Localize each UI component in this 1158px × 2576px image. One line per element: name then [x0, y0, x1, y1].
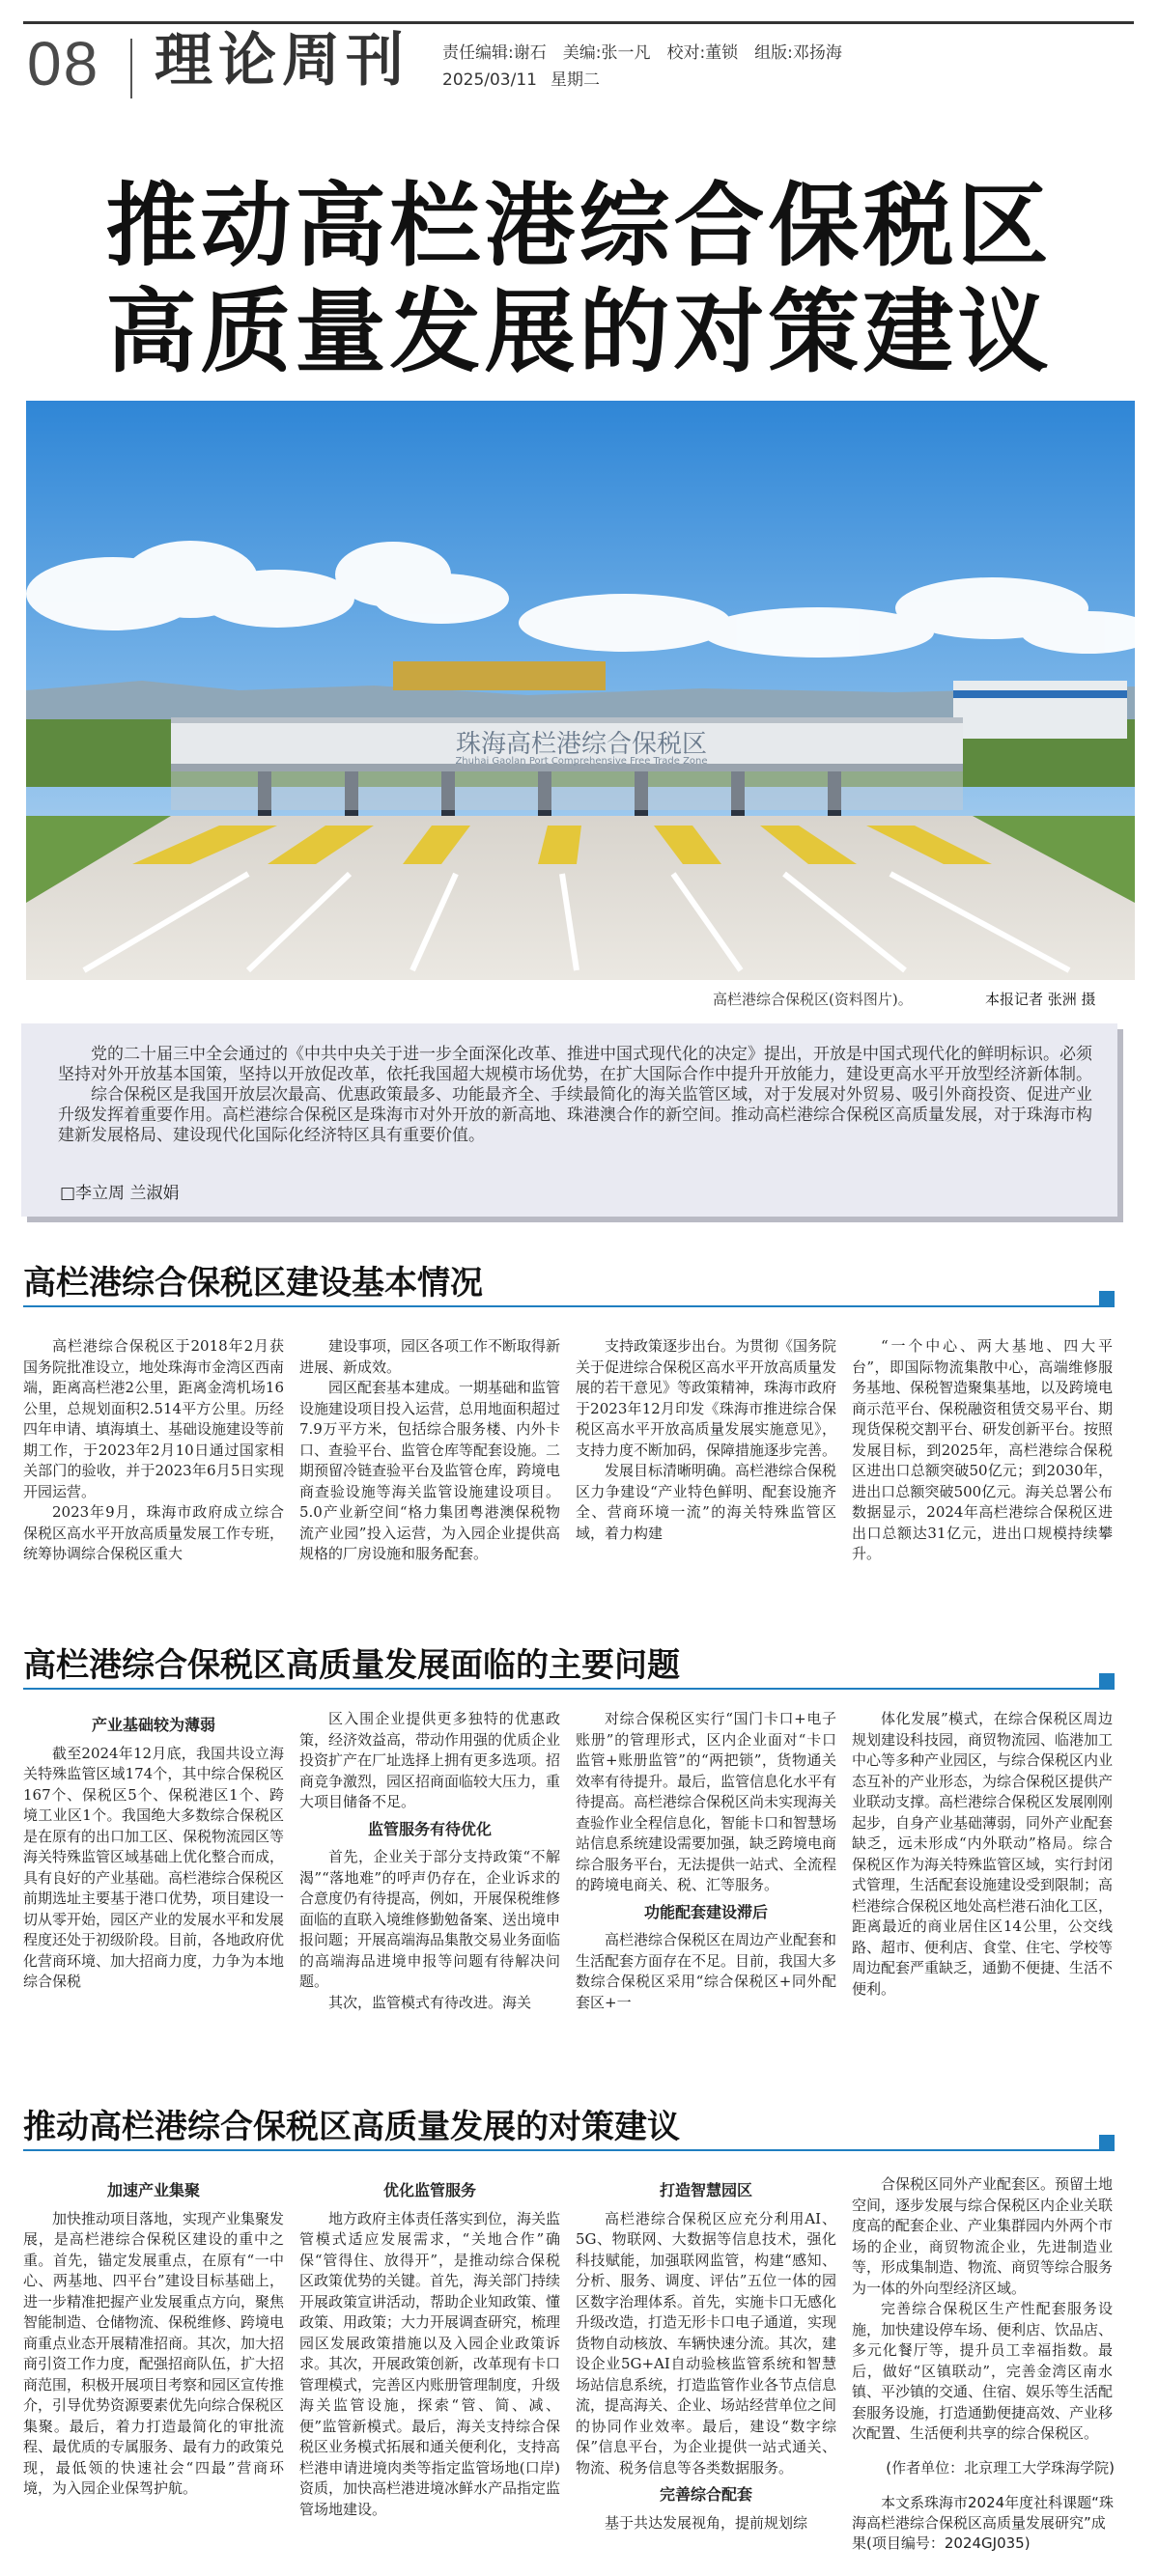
- paragraph: 发展目标清晰明确。高栏港综合保税区力争建设“产业特色鲜明、配套设施齐全、营商环境一流”的海关特殊监管区域，着力构建: [576, 1462, 836, 1542]
- paragraph: 其次，监管模式有待改进。海关: [328, 1993, 532, 2011]
- section-marker: [1099, 2135, 1115, 2150]
- subheading: 打造智慧园区: [659, 2181, 752, 2199]
- paragraph: 区入围企业提供更多独特的优惠政策，经济效益高，带动作用强的优质企业投资扩产在厂址选择上拥有更多选项。招商竞争激烈，园区招商面临较大压力，重大项目储备不足。: [299, 1710, 560, 1810]
- subheading: 加速产业集聚: [106, 2181, 200, 2199]
- section3-column-2: [299, 2174, 560, 2565]
- section3-column-1: [23, 2174, 284, 2565]
- paragraph: 2023年9月，珠海市政府成立综合保税区高水平开放高质量发展工作专班，统筹协调综合保税区重大: [23, 1503, 284, 1562]
- photo-illustration: [26, 401, 1135, 980]
- paragraph: 截至2024年12月底，我国共设立海关特殊监管区域174个，其中综合保税区167个、保税区5个、保税港区1个、跨境工业区1个。我国绝大多数综合保税区是在原有的出口加工区、保税物流园区等海关特殊监管区域基础上优化整合而成，具有良好的产业基础。高栏港综合保税区前期选址主要基于港口优势，项目建设一切从零开始，园区产业的发展水平和发展程度还处于初级阶段。目前，各地政府优化营商环境、加大招商力度，力争为本地综合保税: [23, 1744, 284, 1990]
- page-number: 08: [27, 29, 100, 98]
- gate-sign-en: Zhuhai Gaolan Port Comprehensive Free Trade Zone: [455, 756, 708, 767]
- authors: □李立周 兰淑娟: [60, 1184, 180, 1203]
- editor-credits: 责任编辑:谢石 美编:张一凡 校对:董锁 组版:邓扬海: [442, 43, 842, 63]
- paragraph: 高栏港综合保税区应充分利用AI、5G、物联网、大数据等信息技术，强化科技赋能，加强联网监管，构建“感知、分析、服务、调度、评估”五位一体的园区数字治理体系。首先，实施卡口无感化升级改造，打造无形卡口电子通道，实现货物自动核放、车辆快速分流。其次，建设企业5G+AI自动验核监管系统和智慧场站信息系统，打造监管作业各节点信息流，提高海关、企业、场站经营单位之间的协同作业效率。最后，建设“数字综保”信息平台，为企业提供一站式通关、物流、税务信息等各类数据服务。: [576, 2209, 836, 2477]
- subheading: 监管服务有待优化: [367, 1819, 492, 1838]
- project-note: 本文系珠海市2024年度社科课题“珠海高栏港综合保税区高质量发展研究”成果(项目编号：2024GJ035): [852, 2494, 1114, 2552]
- paragraph: 高栏港综合保税区在周边产业配套和生活配套方面存在不足。目前，我国大多数综合保税区采用“综合保税区+同外配套区+一: [576, 1931, 836, 2011]
- section2-column-3: [576, 1709, 836, 2066]
- photo-caption: 高栏港综合保税区(资料图片)。: [713, 991, 913, 1008]
- news-photo: [26, 401, 1135, 980]
- abstract-paragraph: 综合保税区是我国开放层次最高、优惠政策最多、功能最齐全、手续最简化的海关监管区域，对于发展对外贸易、吸引外商投资、促进产业升级发挥着重要作用。高栏港综合保税区是珠海市对外开放的新高地、珠港澳合作的新空间。推动高栏港综合保税区高质量发展，对于珠海市构建新发展格局、建设现代化国际化经济特区具有重要价值。: [58, 1085, 1092, 1145]
- paragraph: 体化发展”模式，在综合保税区周边规划建设科技园，商贸物流园、临港加工中心等多种产业园区，与综合保税区内业态互补的产业形态，为综合保税区提供产业联动支撑。高栏港综合保税区发展刚刚起步，自身产业基础薄弱，同外产业配套缺乏，远未形成“内外联动”格局。综合保税区作为海关特殊监管区域，实行封闭式管理，生活配套设施建设受到限制；高栏港综合保税区地处高栏港石油化工区，距离最近的商业居住区14公里，公交线路、超市、便利店、食堂、住宅、学校等周边配套严重缺乏，通勤不便捷、生活不便利。: [852, 1710, 1113, 1998]
- section2-column-2: [299, 1709, 560, 2066]
- author-unit: (作者单位：北京理工大学珠海学院): [886, 2459, 1115, 2477]
- paragraph: “一个中心、两大基地、四大平台”，即国际物流集散中心，高端维修服务基地、保税智造聚集基地，以及跨境电商示范平台、保税融资租赁交易平台、期现货保税交割平台、研发创新平台。按照发展目标，到2025年，高栏港综合保税区进出口总额突破50亿元；到2030年，进出口总额突破500亿元。海关总署公布数据显示，2024年高栏港综合保税区进出口总额达31亿元，进出口规模持续攀升。: [852, 1337, 1113, 1562]
- date: 2025/03/11: [442, 70, 537, 90]
- section-title: 理论周刊: [155, 27, 410, 95]
- section-marker: [1099, 1291, 1115, 1306]
- paragraph: 基于共达发展视角，提前规划综: [605, 2513, 808, 2532]
- section3-column-4: [852, 2174, 1113, 2450]
- paragraph: 园区配套基本建成。一期基础和监管设施建设项目投入运营，总用地面积超过7.9万平方米，包括综合服务楼、内外卡口、查验平台、监管仓库等配套设施。二期预留冷链查验平台及监管仓库，跨境电商查验设施等海关监管设施建设项目。5.0产业新空间“格力集团粤港澳保税物流产业园”投入运营，为入园企业提供高规格的厂房设施和服务配套。: [299, 1379, 560, 1562]
- paragraph: 高栏港综合保税区于2018年2月获国务院批准设立，地处珠海市金湾区西南端，距离高栏港2公里，距离金湾机场16公里，总规划面积2.514平方公里。历经四年申请、填海填土、基础设施建设等前期工作，于2023年2月10日通过国家相关部门的验收，并于2023年6月5日实现开园运营。: [23, 1337, 284, 1500]
- paragraph: 支持政策逐步出台。为贯彻《国务院关于促进综合保税区高水平开放高质量发展的若干意见》等政策精神，珠海市政府于2023年12月印发《珠海市推进综合保税区高水平开放高质量发展实施意见》，支持力度不断加码，保障措施逐步完善。: [576, 1337, 836, 1459]
- paragraph: 完善综合保税区生产性配套服务设施，加快建设停车场、便利店、饮品店、多元化餐厅等，提升员工幸福指数。最后，做好“区镇联动”，完善金湾区南水镇、平沙镇的交通、住宿、娱乐等生活配套服务设施，打造通勤便捷高效、产业移次配置、生活便利共享的综合保税区。: [852, 2300, 1113, 2442]
- section-heading: 推动高栏港综合保税区高质量发展的对策建议: [23, 2108, 680, 2146]
- section-heading: 高栏港综合保税区高质量发展面临的主要问题: [23, 1646, 680, 1685]
- header-divider: [130, 39, 132, 98]
- subheading: 优化监管服务: [382, 2181, 476, 2199]
- paragraph: 建设事项，园区各项工作不断取得新进展、新成效。: [299, 1337, 560, 1376]
- paragraph: 合保税区同外产业配套区。预留土地空间，逐步发展与综合保税区内企业关联度高的配套企业、产业集群园内外两个市场的企业，商贸物流企业，先进制造业等，形成集制造、物流、商贸等综合服务为一体的外向型经济区域。: [852, 2175, 1113, 2297]
- weekday: 星期二: [550, 70, 600, 90]
- section-heading: 高栏港综合保税区建设基本情况: [23, 1264, 483, 1302]
- section2-column-4: [852, 1709, 1113, 2066]
- section1-column-3: [576, 1336, 836, 1587]
- abstract-box: [21, 1023, 1117, 1217]
- photo-byline: 本报记者 张洲 摄: [985, 991, 1096, 1008]
- paragraph: 对综合保税区实行“国门卡口+电子账册”的管理形式，区内企业面对“卡口监管+账册监管”的“两把锁”，货物通关效率有待提升。最后，监管信息化水平有待提高。高栏港综合保税区尚未实现海关查验作业全程信息化，智能卡口和智慧场站信息系统建设需要加强，缺乏跨境电商综合服务平台，无法提供一站式、全流程的跨境电商关、税、汇等服务。: [576, 1710, 836, 1893]
- subheading: 功能配套建设滞后: [643, 1902, 768, 1921]
- paragraph: 加快推动项目落地，实现产业集聚发展，是高栏港综合保税区建设的重中之重。首先，锚定发展重点，在原有“一中心、两基地、四平台”建设目标基础上，进一步精准把握产业发展重点方向，聚焦智能制造、仓储物流、保税维修、跨境电商重点业态开展精准招商。其次，加大招商引资工作力度，配强招商队伍，扩大招商范围，积极开展项目考察和园区宣传推介，引导优势资源要素优先向综合保税区集聚。最后，着力打造最简化的审批流程、最优质的专属服务、最有力的政策兑现，最低领的快速社会“四最”营商环境，为入园企业保驾护航。: [23, 2209, 284, 2497]
- section2-column-1: [23, 1709, 284, 2066]
- subheading: 完善综合配套: [659, 2485, 752, 2504]
- gate-sign-cn: 珠海高栏港综合保税区: [455, 730, 708, 759]
- paragraph: 地方政府主体责任落实到位，海关监管模式适应发展需求，“关地合作”确保“管得住、放得开”，是推动综合保税区政策优势的关键。首先，海关部门持续开展政策宣讲活动，帮助企业知政策、懂政策、用政策；大力开展调查研究，梳理园区发展政策措施以及入园企业政策诉求。其次，开展政策创新，改革现有卡口管理模式，完善区内账册管理制度，升级海关监管设施，探索“管、简、减、便”监管新模式。最后，海关支持综合保税区业务模式拓展和通关便利化，支持高栏港申请进境肉类等指定监管场地(口岸)资质，加快高栏港进境冰鲜水产品指定监管场地建设。: [299, 2209, 560, 2518]
- headline-line-2: 高质量发展的对策建议: [105, 280, 1053, 385]
- section1-column-1: [23, 1336, 284, 1587]
- paragraph: 首先，企业关于部分支持政策“不解渴”“落地难”的呼声仍存在，企业诉求的合意度仍有待提高，例如，开展保税维修面临的直联入境维修勤勉备案、送出境申报问题；开展高端海品集散交易业务面临的高端海品进境申报等问题有待解决问题。: [299, 1848, 560, 1990]
- headline-line-1: 推动高栏港综合保税区: [105, 174, 1053, 279]
- section3-column-3: [576, 2174, 836, 2565]
- section-rule: [23, 2149, 1115, 2151]
- issue-date: [442, 66, 613, 90]
- section-rule: [23, 1305, 1115, 1307]
- abstract-paragraph: 党的二十届三中全会通过的《中共中央关于进一步全面深化改革、推进中国式现代化的决定》提出，开放是中国式现代化的鲜明标识。必须坚持对外开放基本国策，坚持以开放促改革，依托我国超大规模市场优势，在扩大国际合作中提升开放能力，建设更高水平开放型经济新体制。: [58, 1045, 1092, 1084]
- section1-column-2: [299, 1336, 560, 1587]
- section-rule: [23, 1688, 1115, 1690]
- section1-column-4: [852, 1336, 1113, 1587]
- section-marker: [1099, 1673, 1115, 1689]
- subheading: 产业基础较为薄弱: [91, 1716, 215, 1734]
- header-rule: [23, 21, 1134, 24]
